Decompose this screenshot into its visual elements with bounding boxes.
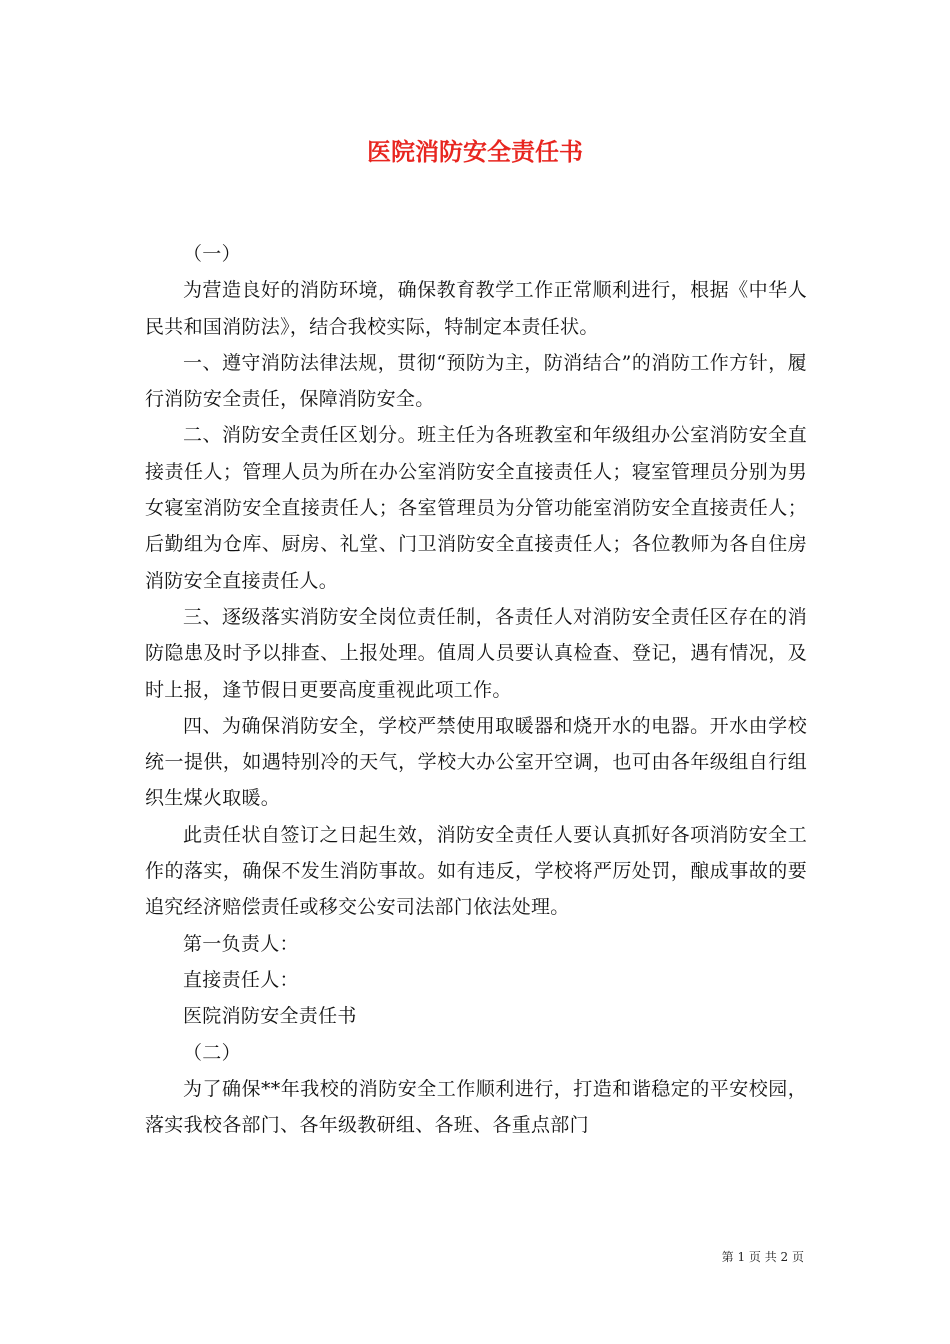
signature-first-responsible: 第一负责人： — [183, 932, 299, 955]
paragraph-intro: 为营造良好的消防环境，确保教育教学工作正常顺利进行，根据《中华人民共和国消防法》，结合我校实际，特制定本责任状。 — [145, 279, 807, 338]
paragraph-section-2-intro: 为了确保**年我校的消防安全工作顺利进行，打造和谐稳定的平安校园，落实我校各部门、各年级教研组、各班、各重点部门 — [145, 1077, 807, 1137]
subtitle-repeat: 医院消防安全责任书 — [183, 1005, 357, 1028]
document-title: 医院消防安全责任书 — [367, 137, 583, 166]
paragraph-effective: 此责任状自签订之日起生效，消防安全责任人要认真抓好各项消防安全工作的落实，确保不发生消防事故。如有违反，学校将严厉处罚，酿成事故的要追究经济赔偿责任或移交公安司法部门依法处理。 — [145, 823, 807, 919]
paragraph-clause-3: 三、逐级落实消防安全岗位责任制，各责任人对消防安全责任区存在的消防隐患及时予以排查、上报处理。值周人员要认真检查、登记，遇有情况，及时上报，逢节假日更要高度重视此项工作。 — [145, 605, 807, 701]
signature-direct-responsible: 直接责任人： — [183, 968, 299, 991]
document-body — [145, 236, 807, 1143]
paragraph-clause-1: 一、遵守消防法律法规，贯彻“预防为主，防消结合”的消防工作方针，履行消防安全责任，保障消防安全。 — [145, 351, 807, 411]
paragraph-clause-4: 四、为确保消防安全，学校严禁使用取暖器和烧开水的电器。开水由学校统一提供，如遇特别冷的天气，学校大办公室开空调，也可由各年级组自行组织生煤火取暖。 — [145, 714, 807, 810]
section-marker-1: （一） — [183, 243, 241, 265]
section-marker-2: （二） — [183, 1041, 241, 1064]
page-indicator: 第 1 页 共 2 页 — [721, 1250, 804, 1264]
paragraph-clause-2: 二、消防安全责任区划分。班主任为各班教室和年级组办公室消防安全直接责任人；管理人员为所在办公室消防安全直接责任人；寝室管理员分别为男女寝室消防安全直接责任人；各室管理员为分管功能室消防安全直接责任人；后勤组为仓库、厨房、礼堂、门卫消防安全直接责任人；各位教师为各自住房消防安全直接责任人。 — [145, 424, 807, 592]
